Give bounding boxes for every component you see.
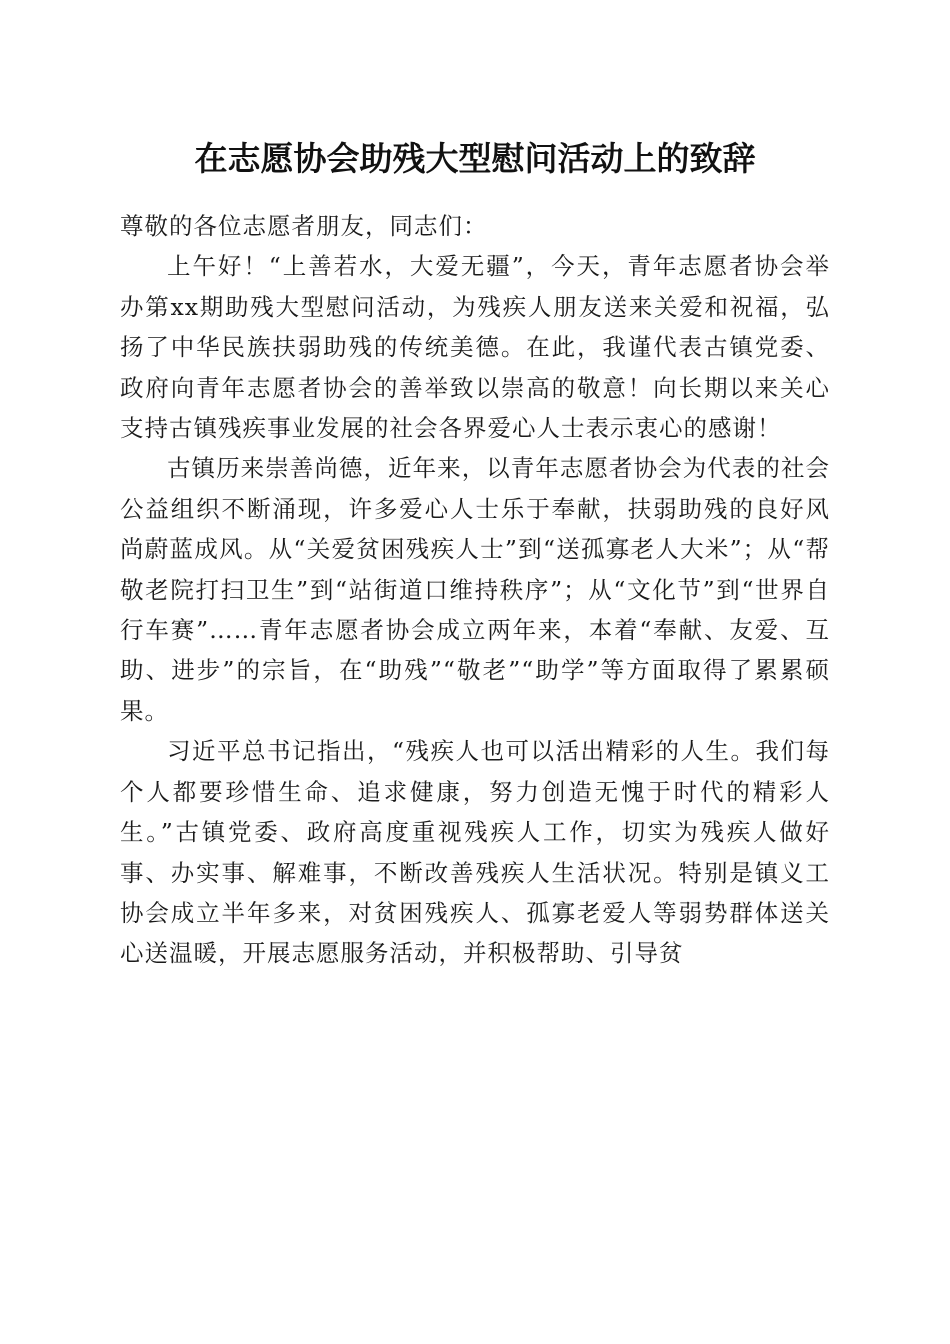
- document-body: [120, 206, 830, 974]
- paragraph: 习近平总书记指出，“残疾人也可以活出精彩的人生。我们每个人都要珍惜生命、追求健康，努力创造无愧于时代的精彩人生。”古镇党委、政府高度重视残疾人工作，切实为残疾人做好事、办实事、解难事，不断改善残疾人生活状况。特别是镇义工协会成立半年多来，对贫困残疾人、孤寡老爱人等弱势群体送关心送温暖，开展志愿服务活动，并积极帮助、引导贫: [120, 737, 830, 968]
- paragraph: 上午好！“上善若水，大爱无疆”，今天，青年志愿者协会举办第xx期助残大型慰问活动，为残疾人朋友送来关爱和祝福，弘扬了中华民族扶弱助残的传统美德。在此，我谨代表古镇党委、政府向青年志愿者协会的善举致以崇高的敬意！向长期以来关心支持古镇残疾事业发展的社会各界爱心人士表示衷心的感谢！: [120, 252, 830, 443]
- paragraph: 古镇历来崇善尚德，近年来，以青年志愿者协会为代表的社会公益组织不断涌现，许多爱心人士乐于奉献，扶弱助残的良好风尚蔚蓝成风。从“关爱贫困残疾人士”到“送孤寡老人大米”；从“帮敬老院打扫卫生”到“站街道口维持秩序”；从“文化节”到“世界自行车赛”……青年志愿者协会成立两年来，本着“奉献、友爱、互助、进步”的宗旨，在“助残”“敬老”“助学”等方面取得了累累硕果。: [120, 454, 830, 725]
- document-title: 在志愿协会助残大型慰问活动上的致辞: [194, 139, 756, 178]
- salutation: 尊敬的各位志愿者朋友，同志们：: [120, 212, 488, 240]
